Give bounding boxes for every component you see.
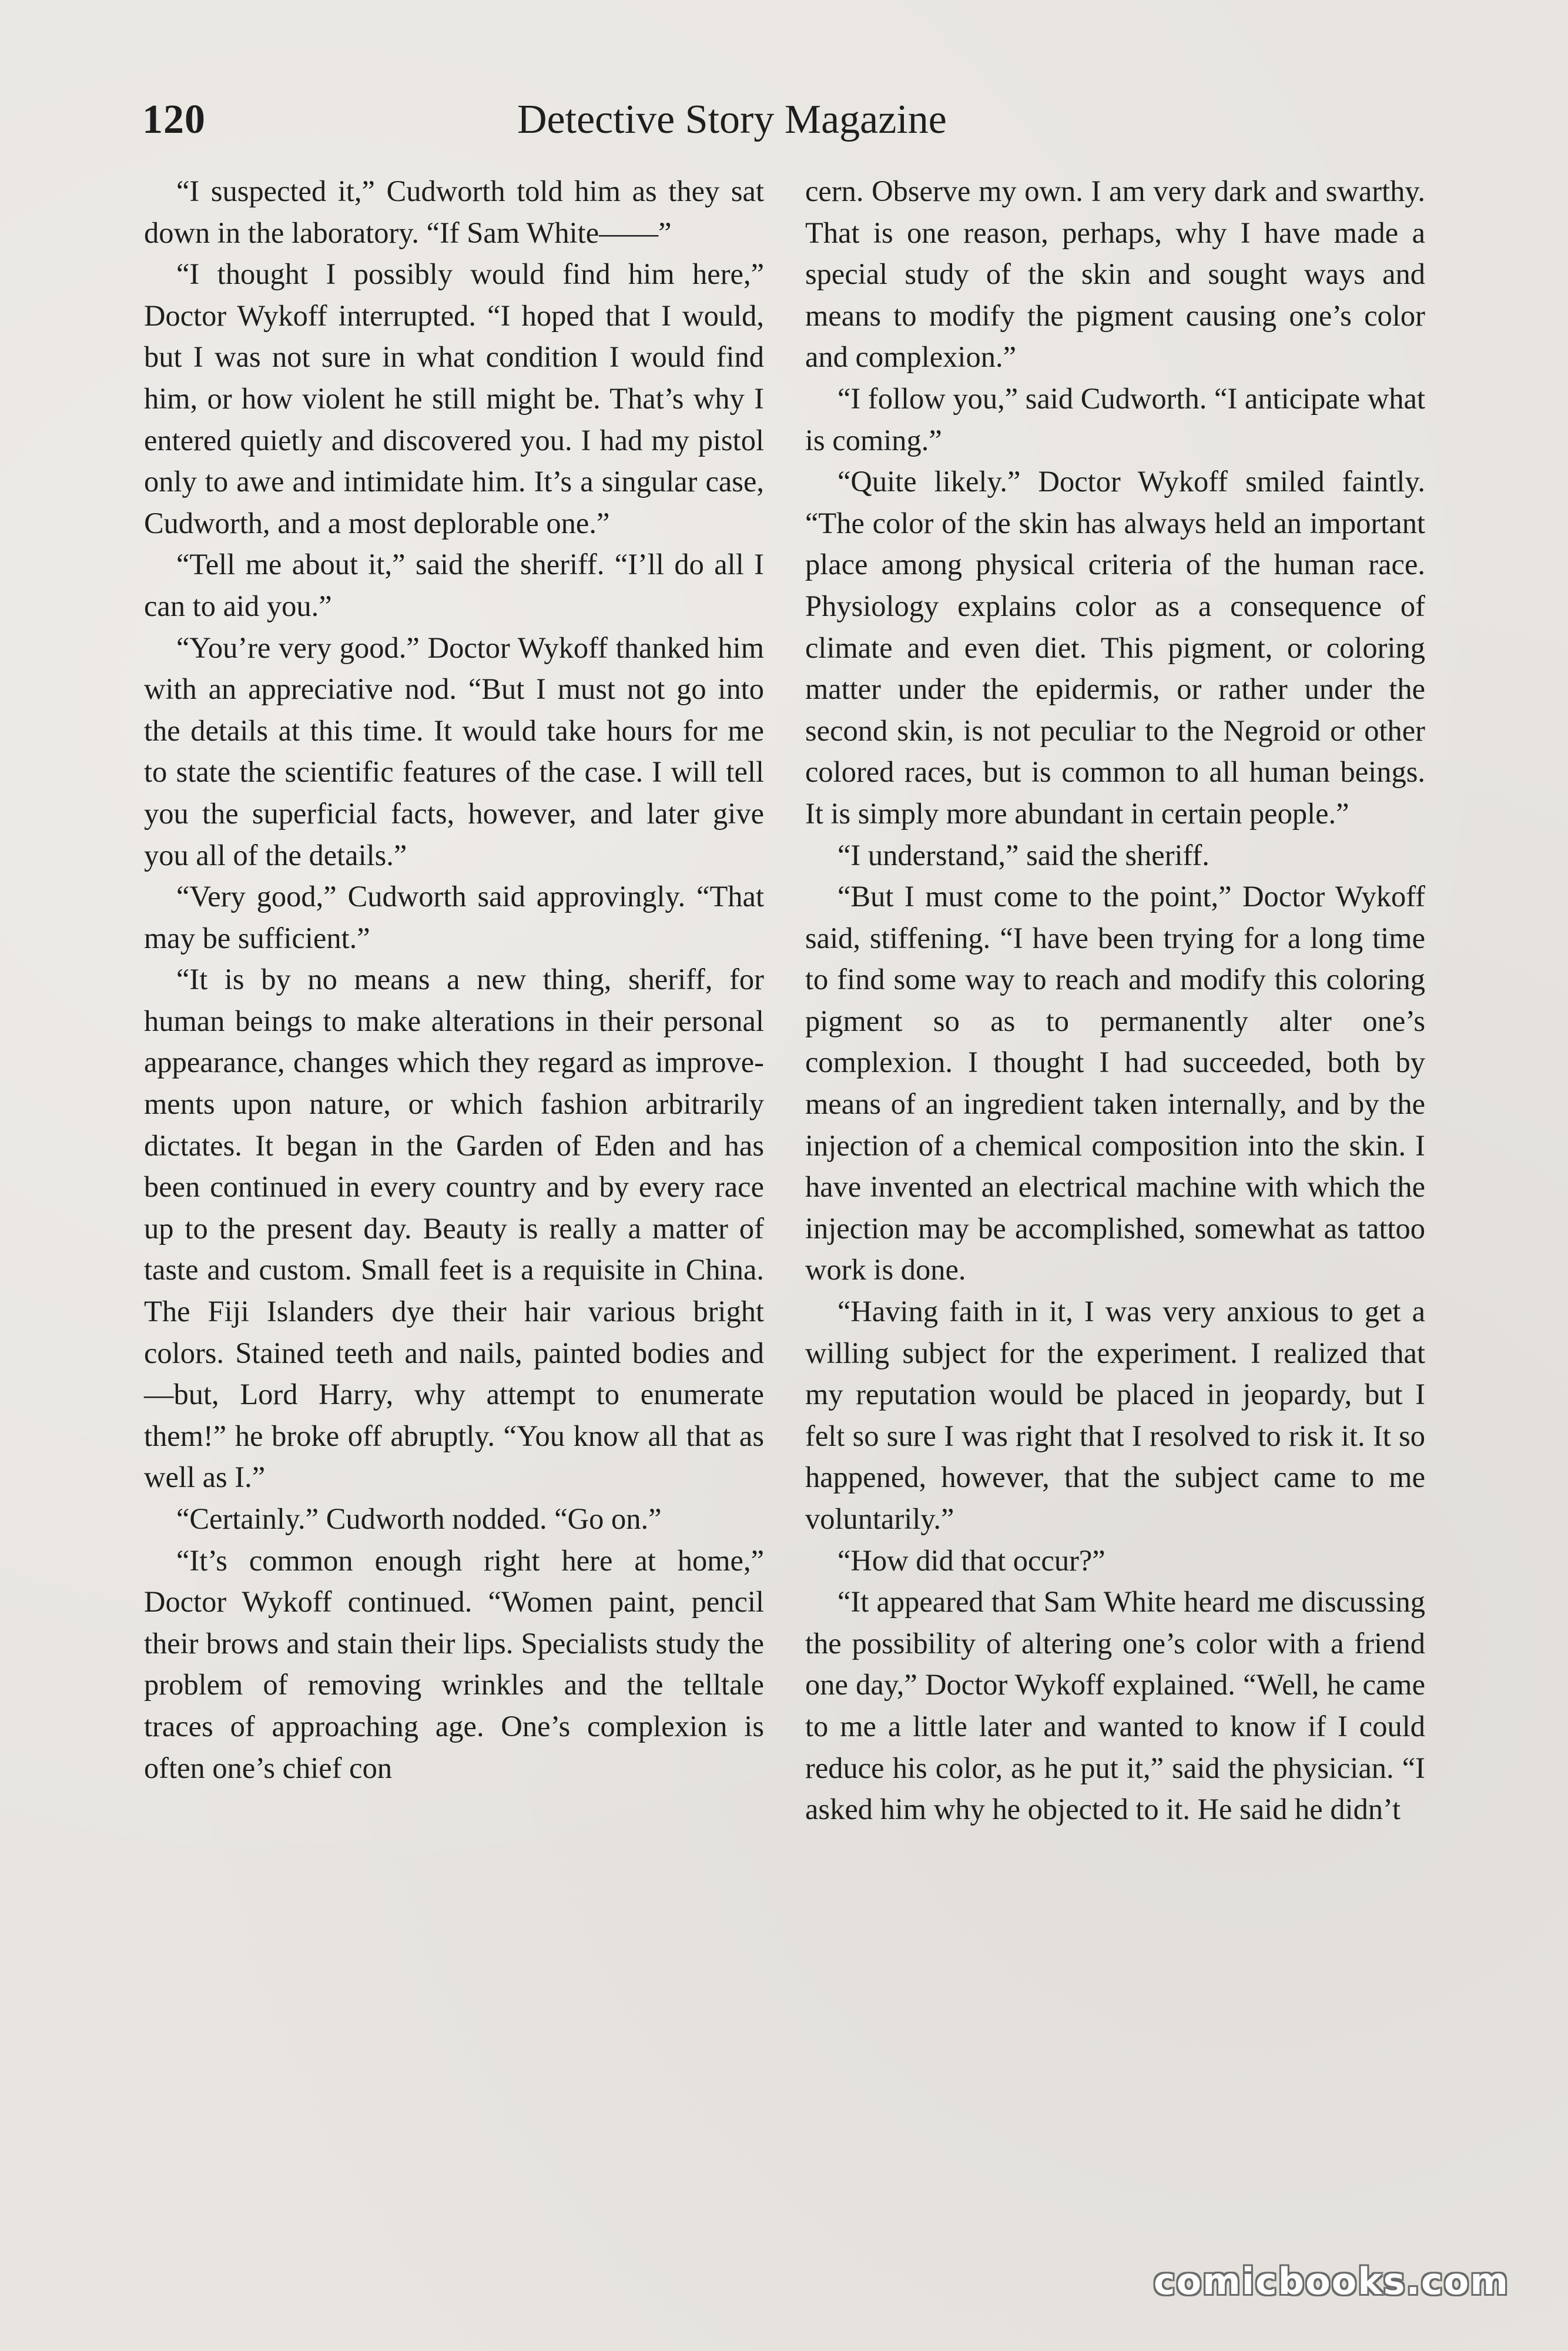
page-number: 120 (142, 97, 206, 142)
paragraph: “But I must come to the point,” Doctor Wykoff said, stiffening. “I have been trying for a long time to find some way to reach and modify this coloring pigment so as to permanently alter one’s complexion. I thought I had succeeded, both by means of an ingredient taken internally, and by the injection of a chemical composition into the skin. I have invented an electrical machine with which the injection may be accomplished, somewhat as tattoo work is done. (805, 880, 1425, 1287)
paragraph: “Tell me about it,” said the sheriff. “I’ll do all I can to aid you.” (144, 548, 764, 622)
paragraph: “I understand,” said the sheriff. (837, 838, 1209, 872)
paragraph: “You’re very good.” Doctor Wykoff thanked him with an appreciative nod. “But I must not go into the details at this time. It would take hours for me to state the scientific features of the case. I will tell you the superficial facts, however, and later give you all of the details.” (144, 631, 764, 872)
paragraph: “I follow you,” said Cudworth. “I anticipate what is coming.” (805, 381, 1425, 457)
paragraph: “Certainly.” Cudworth nodded. “Go on.” (176, 1502, 662, 1535)
paragraph: “Quite likely.” Doctor Wykoff smiled faintly. “The color of the skin has always held an important place among physical criteria of the human race. Physiology explains color as a consequence of climate and even diet. This pigment, or coloring matter under the epidermis, or rather under the second skin, is not peculiar to the Negroid or other colored races, but is common to all human beings. It is simply more abundant in certain people.” (805, 465, 1425, 830)
paragraph: “I thought I possibly would find him here,” Doctor Wykoff interrupted. “I hoped that I would, but I was not sure in what condition I would find him, or how violent he still might be. That’s why I entered quietly and discovered you. I had my pistol only to awe and intimidate him. It’s a singular case, Cudworth, and a most deplorable one.” (144, 257, 764, 540)
paragraph: “It appeared that Sam White heard me discussing the possibility of altering one’s color with a friend one day,” Doctor Wykoff explained. “Well, he came to me a little later and wanted to know if I could reduce his color, as he put it,” said the physician. “I asked him why he objected to it. He said he didn’t (805, 1585, 1425, 1826)
left-column (144, 170, 764, 1789)
running-head: Detective Story Magazine (517, 97, 947, 142)
paragraph: “Having faith in it, I was very anxious to get a willing subject for the experiment. I realized that my reputation would be placed in jeopardy, but I felt so sure I was right that I resolved to risk it. It so happened, however, that the subject came to me voluntarily.” (805, 1295, 1425, 1535)
paragraph: “It’s common enough right here at home,” Doctor Wykoff continued. “Women paint, pencil their brows and stain their lips. Specialists study the problem of removing wrinkles and the telltale traces of approaching age. One’s complexion is often one’s chief con (144, 1543, 764, 1784)
paragraph: “Very good,” Cudworth said approvingly. “That may be sufficient.” (144, 880, 764, 955)
paragraph: “How did that occur?” (837, 1543, 1105, 1577)
watermark-logo: comicbooks.com (1153, 2260, 1509, 2303)
paragraph: cern. Observe my own. I am very dark and swarthy. That is one reason, perhaps, why I have made a special study of the skin and sought ways and means to modify the pigment causing one’s color and complexion.” (805, 175, 1425, 374)
right-column (805, 170, 1425, 1830)
paragraph: “It is by no means a new thing, sheriff, for human beings to make alterations in their personal appearance, changes which they regard as improvements upon nature, or which fashion arbitrarily dictates. It began in the Garden of Eden and has been continued in every country and by every race up to the present day. Beauty is really a matter of taste and custom. Small feet is a requisite in China. The Fiji Islanders dye their hair various bright colors. Stained teeth and nails, painted bodies and—but, Lord Harry, why attempt to enumerate them!” he broke off abruptly. “You know all that as well as I.” (144, 963, 764, 1494)
paragraph: “I suspected it,” Cudworth told him as they sat down in the laboratory. “If Sam White——” (144, 175, 764, 249)
